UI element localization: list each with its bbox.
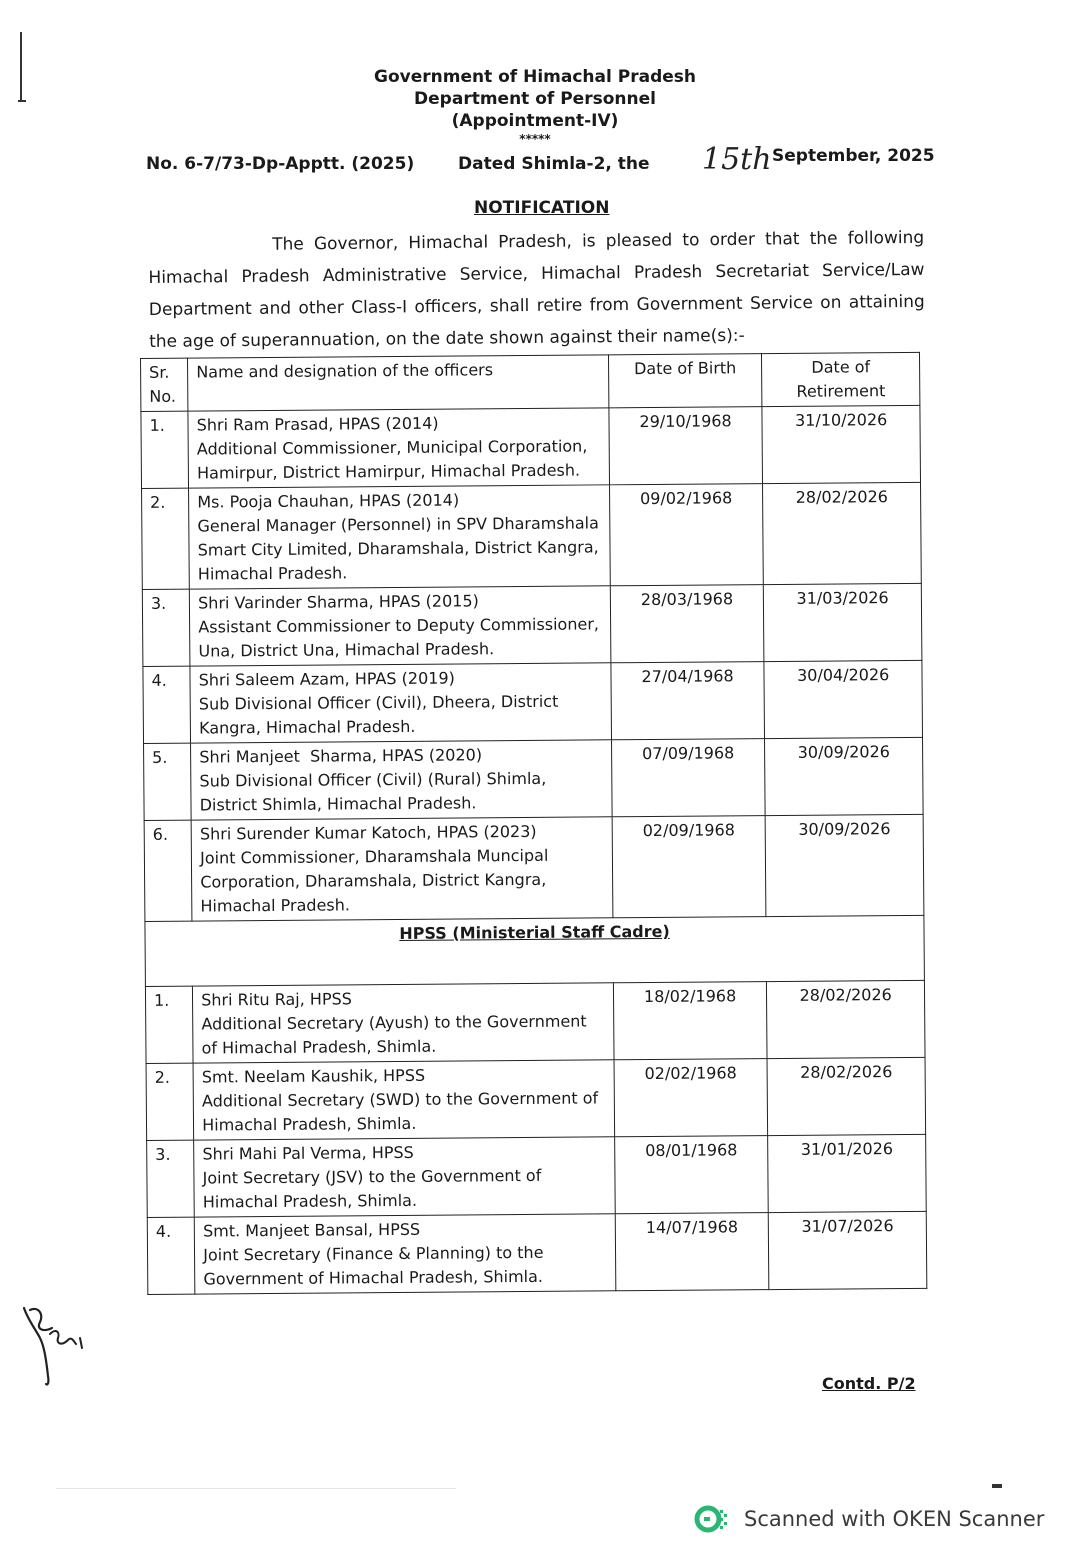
date-of-retirement: 30/09/2026 bbox=[765, 814, 923, 916]
date-of-birth: 28/03/1968 bbox=[610, 585, 764, 663]
officer-name: Shri Ram Prasad, HPAS (2014) bbox=[196, 413, 439, 435]
table-row bbox=[147, 1134, 927, 1217]
officer-designation: Additional Commissioner, Municipal Corporation, Hamirpur, District Hamirpur, Himachal Pradesh. bbox=[196, 436, 588, 483]
scanner-watermark bbox=[694, 1504, 1044, 1534]
date-of-retirement: 30/09/2026 bbox=[765, 737, 923, 815]
officer-name: Shri Mahi Pal Verma, HPSS bbox=[202, 1142, 414, 1164]
dated-label: Dated Shimla-2, the bbox=[458, 154, 650, 174]
hpas-table-body bbox=[141, 405, 924, 921]
date-of-retirement: 30/04/2026 bbox=[764, 660, 922, 738]
letterhead bbox=[330, 66, 740, 146]
serial-number: 3. bbox=[147, 1140, 195, 1217]
officer-name: Shri Ritu Raj, HPSS bbox=[201, 989, 352, 1010]
table-row bbox=[145, 980, 925, 1063]
section-title: HPSS (Ministerial Staff Cadre) bbox=[145, 915, 924, 986]
officer-cell bbox=[188, 408, 609, 488]
table-header-row bbox=[141, 352, 920, 411]
officer-name: Shri Manjeet Sharma, HPAS (2020) bbox=[199, 745, 483, 767]
officer-name: Shri Surender Kumar Katoch, HPAS (2023) bbox=[199, 821, 537, 844]
officer-cell bbox=[194, 1214, 615, 1294]
officer-cell bbox=[189, 586, 610, 666]
officer-name: Smt. Neelam Kaushik, HPSS bbox=[201, 1065, 426, 1087]
handwritten-signature bbox=[10, 1272, 100, 1392]
notification-paragraph-text: The Governor, Himachal Pradesh, is pleased to order that the following Himachal Pradesh Administrative Service, Himachal Pradesh Secretariat Service/Law Department and other Class-I officers, shall retire from Government Service on attaining the age of superannuation, on the date shown against their name(s):- bbox=[148, 227, 925, 352]
officers-table bbox=[140, 352, 927, 1295]
table-row bbox=[144, 814, 924, 921]
date-of-retirement: 28/02/2026 bbox=[763, 482, 921, 584]
letterhead-government: Government of Himachal Pradesh bbox=[374, 67, 696, 87]
reference-number: No. 6-7/73-Dp-Apptt. (2025) bbox=[146, 154, 415, 174]
letterhead-department: Department of Personnel bbox=[414, 89, 656, 109]
date-of-birth: 14/07/1968 bbox=[615, 1213, 769, 1291]
header-dor: Date of Retirement bbox=[762, 352, 920, 406]
scan-artifact-mark bbox=[992, 1484, 1002, 1488]
continued-note: Contd. P/2 bbox=[822, 1374, 916, 1393]
oken-scanner-logo-icon bbox=[694, 1504, 730, 1534]
serial-number: 5. bbox=[144, 743, 192, 820]
date-of-birth: 09/02/1968 bbox=[609, 484, 763, 586]
date-of-birth: 07/09/1968 bbox=[611, 739, 765, 817]
date-of-retirement: 28/02/2026 bbox=[767, 1057, 925, 1135]
table-row bbox=[141, 405, 921, 488]
officer-designation: Joint Commissioner, Dharamshala Muncipal Corporation, Dharamshala, District Kangra, Himachal Pradesh. bbox=[200, 845, 549, 916]
date-of-retirement: 31/01/2026 bbox=[768, 1134, 926, 1212]
serial-number: 1. bbox=[141, 411, 189, 488]
officer-cell bbox=[189, 485, 610, 589]
notification-paragraph bbox=[148, 222, 925, 358]
officer-name: Smt. Manjeet Bansal, HPSS bbox=[202, 1219, 421, 1241]
notification-title: NOTIFICATION bbox=[474, 198, 610, 218]
scanner-watermark-text: Scanned with OKEN Scanner bbox=[744, 1507, 1045, 1531]
section-row bbox=[145, 915, 924, 986]
officer-name: Ms. Pooja Chauhan, HPAS (2014) bbox=[197, 490, 460, 512]
date-month-year: September, 2025 bbox=[772, 146, 935, 166]
letterhead-section: (Appointment-IV) bbox=[451, 111, 619, 131]
date-of-birth: 08/01/1968 bbox=[614, 1136, 768, 1214]
date-of-birth: 29/10/1968 bbox=[609, 407, 763, 485]
serial-number: 6. bbox=[144, 820, 192, 921]
officer-name: Shri Varinder Sharma, HPAS (2015) bbox=[198, 591, 479, 613]
table-row bbox=[142, 583, 922, 666]
date-of-birth: 02/02/1968 bbox=[614, 1059, 768, 1137]
officer-designation: Joint Secretary (Finance & Planning) to the Government of Himachal Pradesh, Shimla. bbox=[203, 1242, 544, 1289]
serial-number: 1. bbox=[145, 986, 193, 1063]
officer-designation: Joint Secretary (JSV) to the Government of Himachal Pradesh, Shimla. bbox=[202, 1165, 542, 1212]
date-of-retirement: 31/07/2026 bbox=[769, 1211, 927, 1289]
officer-designation: Sub Divisional Officer (Civil), Dheera, District Kangra, Himachal Pradesh. bbox=[198, 691, 559, 738]
serial-number: 4. bbox=[147, 1217, 195, 1294]
officer-designation: General Manager (Personnel) in SPV Dharamshala Smart City Limited, Dharamshala, District Kangra, Himachal Pradesh. bbox=[197, 513, 599, 584]
date-of-birth: 18/02/1968 bbox=[613, 982, 767, 1060]
officer-designation: Additional Secretary (Ayush) to the Government of Himachal Pradesh, Shimla. bbox=[201, 1011, 587, 1058]
serial-number: 2. bbox=[146, 1063, 194, 1140]
header-sr-no: Sr. No. bbox=[141, 358, 189, 411]
serial-number: 2. bbox=[142, 488, 190, 589]
officer-designation: Assistant Commissioner to Deputy Commissioner, Una, District Una, Himachal Pradesh. bbox=[198, 614, 600, 661]
serial-number: 3. bbox=[142, 589, 190, 666]
scan-artifact-line bbox=[56, 1488, 456, 1489]
header-name: Name and designation of the officers bbox=[188, 355, 609, 411]
officer-cell bbox=[193, 983, 614, 1063]
officer-cell bbox=[191, 817, 612, 921]
date-of-retirement: 31/03/2026 bbox=[764, 583, 922, 661]
handwritten-day: 15th bbox=[702, 142, 772, 177]
officer-cell bbox=[190, 663, 611, 743]
date-of-retirement: 28/02/2026 bbox=[767, 980, 925, 1058]
officer-designation: Additional Secretary (SWD) to the Government of Himachal Pradesh, Shimla. bbox=[201, 1088, 599, 1135]
officer-name: Shri Saleem Azam, HPAS (2019) bbox=[198, 668, 455, 690]
date-of-retirement: 31/10/2026 bbox=[762, 405, 920, 483]
officer-designation: Sub Divisional Officer (Civil) (Rural) Shimla, District Shimla, Himachal Pradesh. bbox=[199, 768, 547, 815]
hpss-table-body bbox=[145, 980, 926, 1294]
officer-cell bbox=[193, 1060, 614, 1140]
letterhead-stars: ***** bbox=[519, 132, 551, 146]
officer-cell bbox=[191, 740, 612, 820]
table-row bbox=[147, 1211, 927, 1294]
header-dob: Date of Birth bbox=[608, 354, 762, 408]
date-of-birth: 27/04/1968 bbox=[611, 662, 765, 740]
table-row bbox=[144, 737, 924, 820]
table-row bbox=[143, 660, 923, 743]
date-of-birth: 02/09/1968 bbox=[612, 816, 766, 918]
officer-cell bbox=[194, 1137, 615, 1217]
table-row bbox=[146, 1057, 926, 1140]
margin-bracket-mark bbox=[20, 32, 22, 102]
serial-number: 4. bbox=[143, 666, 191, 743]
table-row bbox=[142, 482, 922, 589]
